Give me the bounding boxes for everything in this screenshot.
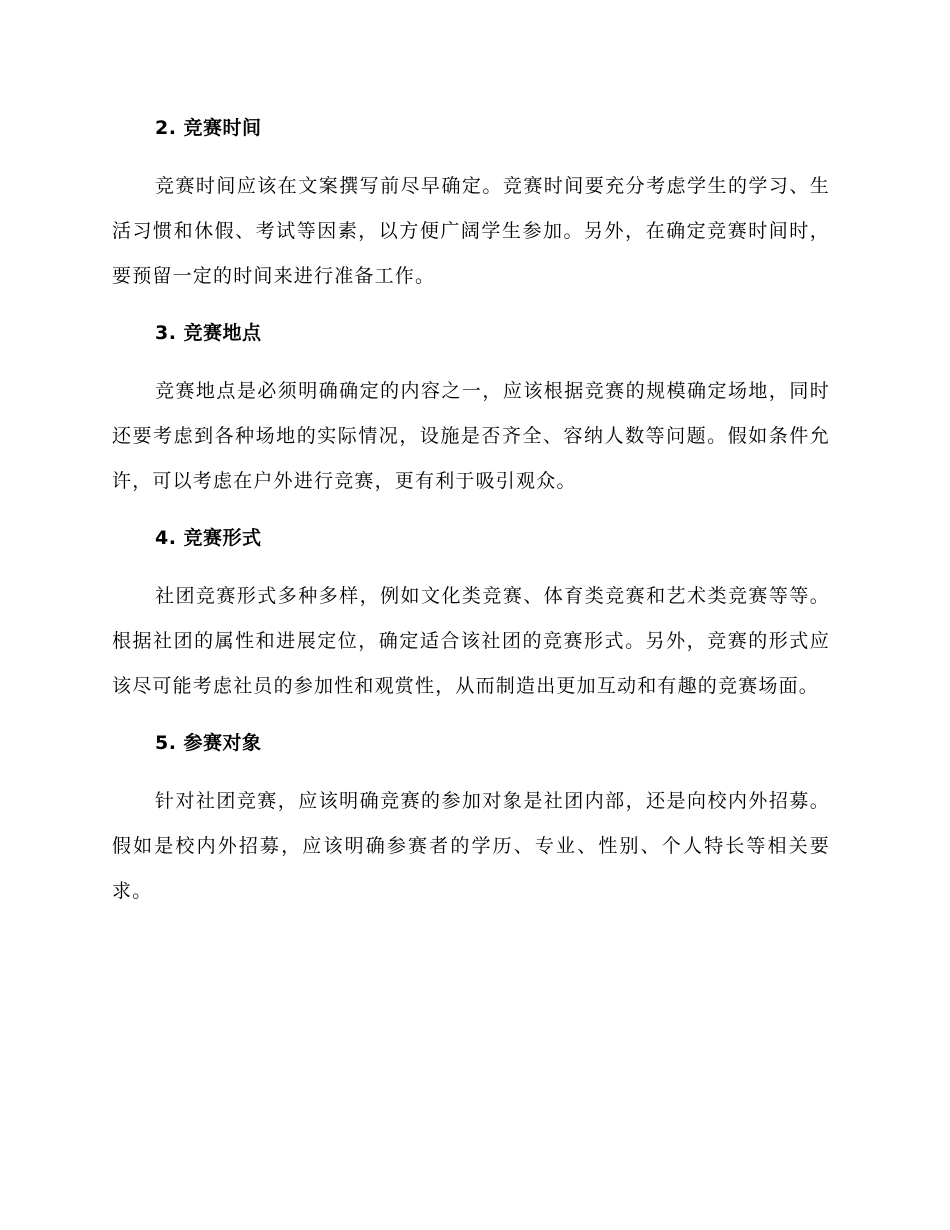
section-competition-venue (112, 319, 830, 504)
section-heading: 5. 参赛对象 (155, 732, 262, 754)
section-paragraph: 社团竞赛形式多种多样，例如文化类竞赛、体育类竞赛和艺术类竞赛等等。根据社团的属性和进展定位，确定适合该社团的竞赛形式。另外，竞赛的形式应该尽可能考虑社员的参加性和观赏性，从而制造出更加互动和有趣的竞赛场面。 (112, 585, 830, 697)
section-paragraph: 针对社团竞赛，应该明确竞赛的参加对象是社团内部，还是向校内外招募。假如是校内外招募，应该明确参赛者的学历、专业、性别、个人特长等相关要求。 (112, 790, 830, 902)
section-heading: 2. 竞赛时间 (155, 117, 262, 139)
section-competition-time (112, 114, 830, 299)
section-heading: 4. 竞赛形式 (155, 527, 262, 549)
section-participants (112, 729, 830, 914)
section-competition-format (112, 524, 830, 709)
section-paragraph: 竞赛时间应该在文案撰写前尽早确定。竞赛时间要充分考虑学生的学习、生活习惯和休假、考试等因素，以方便广阔学生参加。另外，在确定竞赛时间时，要预留一定的时间来进行准备工作。 (112, 175, 830, 287)
section-heading: 3. 竞赛地点 (155, 322, 262, 344)
section-paragraph: 竞赛地点是必须明确确定的内容之一，应该根据竞赛的规模确定场地，同时还要考虑到各种场地的实际情况，设施是否齐全、容纳人数等问题。假如条件允许，可以考虑在户外进行竞赛，更有利于吸引观众。 (112, 380, 830, 492)
